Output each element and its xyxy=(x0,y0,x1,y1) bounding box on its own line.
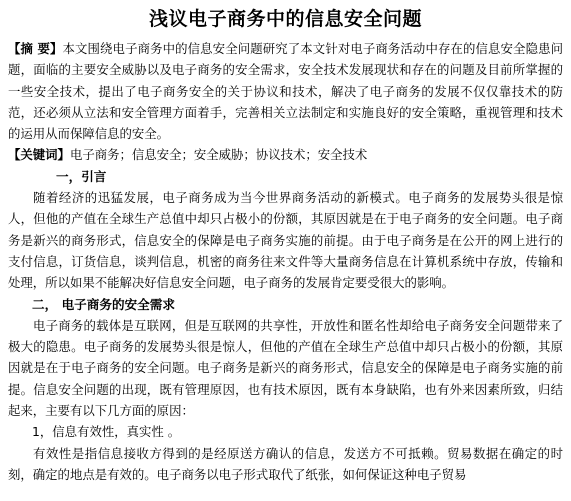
section-heading-introduction: 一，引言 xyxy=(56,168,107,184)
validity-paragraph: 有效性是指信息接收方得到的是经原送方确认的信息，发送方不可抵赖。贸易数据在确定的时刻，确定的地点是有效的。电子商务以电子形式取代了纸张，如何保证这种电子贸易 xyxy=(8,445,563,482)
keywords-label: 【关键词】 xyxy=(8,147,70,163)
abstract-paragraph xyxy=(8,38,563,144)
section-heading-security-requirements: 二， 电子商务的安全需求 xyxy=(32,296,175,312)
keywords-text: 电子商务；信息安全；安全威胁；协议技术；安全技术 xyxy=(69,147,368,163)
security-requirements-paragraph: 电子商务的载体是互联网，但是互联网的共享性，开放性和匿名性却给电子商务安全问题带来了极大的隐患。电子商务的发展势头很是惊人，但他的产值在全球生产总值中却只占极小的份额，其原因就是在于电子商务的安全问题。电子商务是新兴的商务形式，信息安全的保障是电子商务实施的前提。信息安全问题的出现，既有管理原因，也有技术原因，既有本身缺陷，也有外来因素所致，归结起来，主要有以下几方面的原因： xyxy=(8,317,563,419)
subsection-heading-validity: 1，信息有效性，真实性 。 xyxy=(32,424,181,440)
abstract-text: 本文围绕电子商务中的信息安全问题研究了本文针对电子商务活动中存在的信息安全隐患问题，面临的主要安全威胁以及电子商务的安全需求，安全技术发展现状和存在的问题及目前所掌握的一些安全技术，提出了电子商务安全的关于协议和技术，解决了电子商务的发展不仅仅靠技术的防范，还必须从立法和安全管理方面着手，完善相关立法制定和实施良好的安全策略，重视管理和技术的运用从而保障信息的安全。 xyxy=(8,41,563,142)
introduction-paragraph: 随着经济的迅猛发展，电子商务成为当今世界商务活动的新模式。电子商务的发展势头很是惊人，但他的产值在全球生产总值中却只占极小的份额，其原因就是在于电子商务的安全问题。电子商务是新兴的商务形式，信息安全的保障是电子商务实施的前提。由于电子商务是在公开的网上进行的支付信息，订货信息，谈判信息，机密的商务往来文件等大量商务信息在计算机系统中存放，传输和处理，所以如果不能解决好信息安全问题，电子商务的发展肯定要受很大的影响。 xyxy=(8,190,563,291)
abstract-label: 【摘 要】 xyxy=(8,41,63,56)
keywords-paragraph xyxy=(8,144,563,165)
page-title: 浅议电子商务中的信息安全问题 xyxy=(148,8,422,30)
